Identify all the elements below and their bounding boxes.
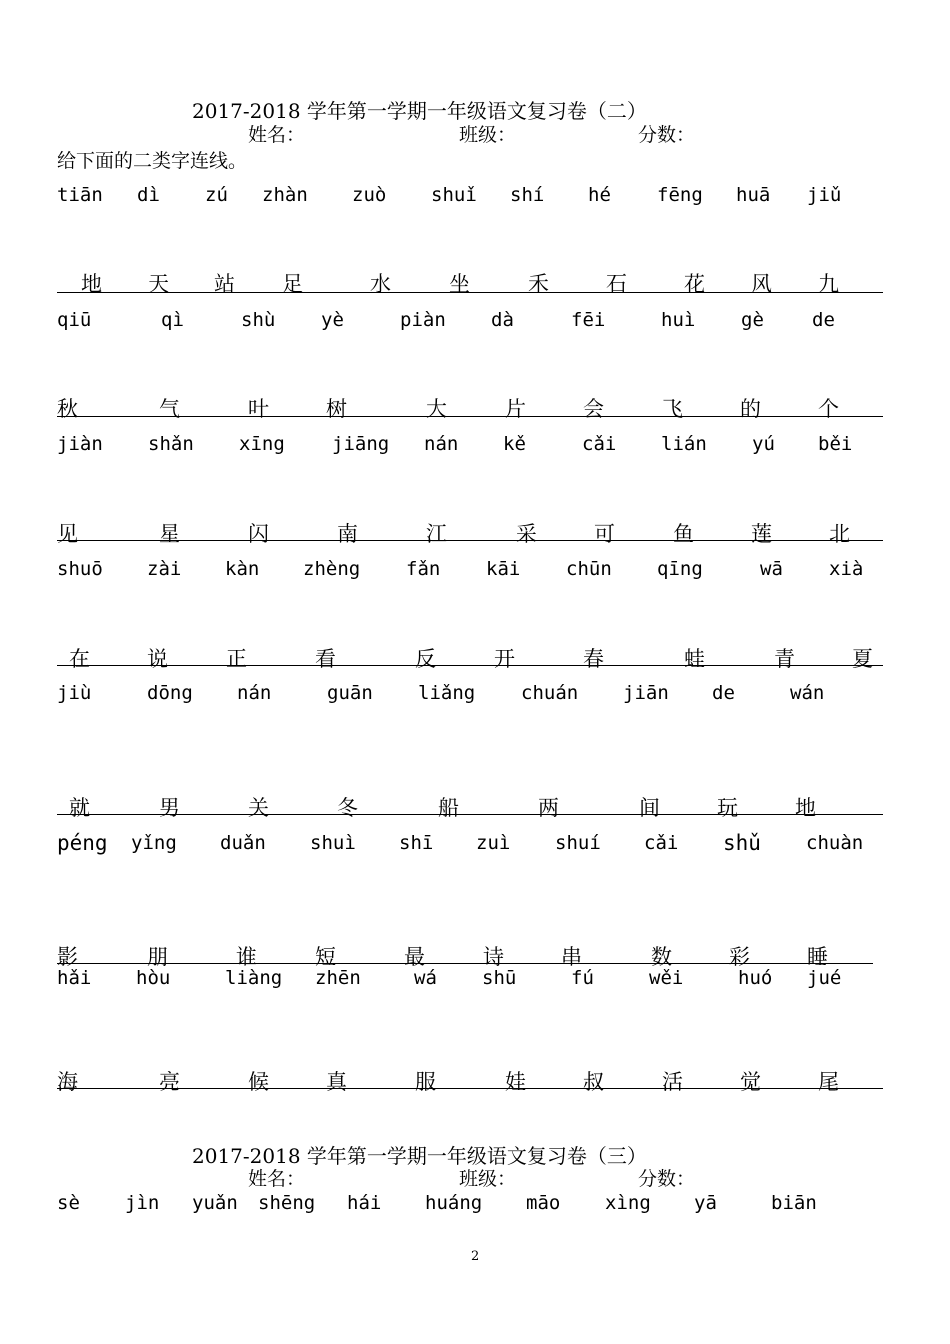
pinyin-item: shī xyxy=(399,832,434,854)
pinyin-item: liǎng xyxy=(418,682,476,704)
hanzi-item: 谁 xyxy=(236,945,257,969)
hanzi-item: 短 xyxy=(315,945,336,969)
pinyin-item: lián xyxy=(661,433,707,455)
pinyin-item: duǎn xyxy=(220,832,266,854)
pinyin-item: xīng xyxy=(239,433,285,455)
hanzi-item: 最 xyxy=(404,945,425,969)
hanzi-item: 彩 xyxy=(729,945,750,969)
pinyin-item: hái xyxy=(347,1192,382,1214)
pinyin-item: liàng xyxy=(225,967,283,989)
pinyin-item: cǎi xyxy=(644,832,679,854)
pinyin-item: hǎi xyxy=(57,967,92,989)
hanzi-item: 秋 xyxy=(57,397,78,421)
pinyin-item: shuǐ xyxy=(431,184,477,206)
hanzi-item: 觉 xyxy=(740,1070,761,1094)
hanzi-item: 两 xyxy=(538,796,559,820)
hanzi-item: 的 xyxy=(740,397,761,421)
pinyin-item: cǎi xyxy=(582,433,617,455)
hanzi-item: 男 xyxy=(159,796,180,820)
pinyin-item: jiān xyxy=(623,682,669,704)
hanzi-item: 在 xyxy=(69,647,90,671)
pinyin-item: de xyxy=(812,309,835,331)
answer-line xyxy=(57,292,883,293)
pinyin-item: fú xyxy=(571,967,594,989)
score-label: 分数： xyxy=(638,1168,696,1190)
pinyin-item: yǐng xyxy=(131,832,177,854)
answer-line xyxy=(57,540,883,541)
pinyin-item: jiāng xyxy=(332,433,390,455)
pinyin-item: jiǔ xyxy=(807,184,842,206)
pinyin-item: shù xyxy=(241,309,276,331)
pinyin-item: shēng xyxy=(258,1192,316,1214)
pinyin-item: huì xyxy=(661,309,696,331)
pinyin-item: shǔ xyxy=(723,831,761,855)
pinyin-item: kàn xyxy=(225,558,260,580)
hanzi-item: 间 xyxy=(639,796,660,820)
pinyin-item: de xyxy=(712,682,735,704)
pinyin-item: nán xyxy=(424,433,459,455)
answer-line xyxy=(57,665,883,666)
pinyin-item: māo xyxy=(526,1192,561,1214)
hanzi-item: 鱼 xyxy=(673,522,694,546)
pinyin-item: jìn xyxy=(125,1192,160,1214)
pinyin-item: zuì xyxy=(476,832,511,854)
hanzi-item: 尾 xyxy=(818,1070,839,1094)
hanzi-item: 站 xyxy=(214,272,235,296)
pinyin-item: chūn xyxy=(566,558,612,580)
hanzi-item: 大 xyxy=(426,397,447,421)
pinyin-item: fǎn xyxy=(406,558,441,580)
pinyin-item: wěi xyxy=(649,967,684,989)
pinyin-item: péng xyxy=(57,831,108,855)
pinyin-item: shuí xyxy=(555,832,601,854)
pinyin-item: dì xyxy=(137,184,160,206)
hanzi-item: 娃 xyxy=(505,1070,526,1094)
hanzi-item: 诗 xyxy=(483,945,504,969)
pinyin-item: dōng xyxy=(147,682,193,704)
pinyin-item: shū xyxy=(482,967,517,989)
hanzi-item: 看 xyxy=(315,647,336,671)
pinyin-item: yā xyxy=(694,1192,717,1214)
hanzi-item: 夏 xyxy=(852,647,873,671)
pinyin-item: zú xyxy=(205,184,228,206)
pinyin-item: yú xyxy=(752,433,775,455)
pinyin-item: zhèng xyxy=(303,558,361,580)
hanzi-item: 叔 xyxy=(583,1070,604,1094)
hanzi-item: 坐 xyxy=(449,272,470,296)
pinyin-item: qīng xyxy=(657,558,703,580)
hanzi-item: 会 xyxy=(583,397,604,421)
pinyin-item: qì xyxy=(161,309,184,331)
page-number: 2 xyxy=(471,1249,480,1264)
pinyin-item: yuǎn xyxy=(192,1192,238,1214)
hanzi-item: 南 xyxy=(337,522,358,546)
hanzi-item: 莲 xyxy=(751,522,772,546)
pinyin-item: yè xyxy=(321,309,344,331)
pinyin-item: wā xyxy=(760,558,783,580)
hanzi-item: 天 xyxy=(148,272,169,296)
pinyin-item: zhēn xyxy=(315,967,361,989)
answer-line xyxy=(57,814,883,815)
pinyin-item: huā xyxy=(736,184,771,206)
hanzi-item: 叶 xyxy=(248,397,269,421)
hanzi-item: 候 xyxy=(248,1070,269,1094)
answer-line xyxy=(57,1088,883,1089)
hanzi-item: 数 xyxy=(651,945,672,969)
pinyin-item: fēng xyxy=(657,184,703,206)
exam-title: 2017-2018 学年第一学期一年级语文复习卷（三） xyxy=(192,1144,647,1168)
instruction: 给下面的二类字连线。 xyxy=(57,150,248,172)
pinyin-item: dà xyxy=(491,309,514,331)
hanzi-item: 足 xyxy=(282,272,303,296)
hanzi-item: 说 xyxy=(147,647,168,671)
pinyin-item: gè xyxy=(741,309,764,331)
pinyin-item: piàn xyxy=(400,309,446,331)
hanzi-item: 石 xyxy=(606,272,627,296)
name-label: 姓名： xyxy=(248,1168,306,1190)
pinyin-item: qiū xyxy=(57,309,92,331)
hanzi-item: 地 xyxy=(795,796,816,820)
pinyin-item: biān xyxy=(771,1192,817,1214)
pinyin-item: wán xyxy=(790,682,825,704)
hanzi-item: 可 xyxy=(594,522,615,546)
pinyin-item: sè xyxy=(57,1192,80,1214)
pinyin-item: shǎn xyxy=(148,433,194,455)
name-label: 姓名： xyxy=(248,124,306,146)
pinyin-item: hòu xyxy=(136,967,171,989)
pinyin-item: shuì xyxy=(310,832,356,854)
pinyin-item: chuán xyxy=(521,682,579,704)
pinyin-item: shí xyxy=(510,184,545,206)
hanzi-item: 采 xyxy=(516,522,537,546)
pinyin-item: jiàn xyxy=(57,433,103,455)
hanzi-item: 气 xyxy=(159,397,180,421)
pinyin-item: kě xyxy=(503,433,526,455)
pinyin-item: jiù xyxy=(57,682,92,704)
pinyin-item: jué xyxy=(807,967,842,989)
pinyin-item: nán xyxy=(237,682,272,704)
hanzi-item: 就 xyxy=(69,796,90,820)
pinyin-item: kāi xyxy=(486,558,521,580)
hanzi-item: 九 xyxy=(818,272,839,296)
hanzi-item: 江 xyxy=(426,522,447,546)
hanzi-item: 影 xyxy=(57,945,78,969)
pinyin-item: shuō xyxy=(57,558,103,580)
hanzi-item: 真 xyxy=(326,1070,347,1094)
pinyin-item: zài xyxy=(147,558,182,580)
hanzi-item: 玩 xyxy=(717,796,738,820)
class-label: 班级： xyxy=(459,1168,517,1190)
hanzi-item: 正 xyxy=(226,647,247,671)
hanzi-item: 星 xyxy=(159,522,180,546)
hanzi-item: 睡 xyxy=(807,945,828,969)
pinyin-item: xìng xyxy=(605,1192,651,1214)
hanzi-item: 青 xyxy=(774,647,795,671)
hanzi-item: 服 xyxy=(415,1070,436,1094)
hanzi-item: 闪 xyxy=(248,522,269,546)
hanzi-item: 片 xyxy=(505,397,526,421)
hanzi-item: 船 xyxy=(438,796,459,820)
hanzi-item: 树 xyxy=(326,397,347,421)
pinyin-item: huáng xyxy=(425,1192,483,1214)
hanzi-item: 花 xyxy=(684,272,705,296)
pinyin-item: wá xyxy=(414,967,437,989)
pinyin-item: zhàn xyxy=(262,184,308,206)
hanzi-item: 见 xyxy=(57,522,78,546)
answer-line xyxy=(57,963,873,964)
class-label: 班级： xyxy=(459,124,517,146)
hanzi-item: 亮 xyxy=(159,1070,180,1094)
hanzi-item: 水 xyxy=(370,272,391,296)
pinyin-item: chuàn xyxy=(806,832,864,854)
pinyin-item: fēi xyxy=(571,309,606,331)
hanzi-item: 风 xyxy=(751,272,772,296)
answer-line xyxy=(57,416,883,417)
hanzi-item: 春 xyxy=(583,647,604,671)
hanzi-item: 关 xyxy=(248,796,269,820)
pinyin-item: guān xyxy=(327,682,373,704)
pinyin-item: běi xyxy=(818,433,853,455)
pinyin-item: hé xyxy=(588,184,611,206)
pinyin-item: huó xyxy=(738,967,773,989)
pinyin-item: tiān xyxy=(57,184,103,206)
hanzi-item: 海 xyxy=(57,1070,78,1094)
hanzi-item: 串 xyxy=(561,945,582,969)
hanzi-item: 活 xyxy=(662,1070,683,1094)
hanzi-item: 开 xyxy=(494,647,515,671)
hanzi-item: 地 xyxy=(81,272,102,296)
pinyin-item: xià xyxy=(829,558,864,580)
hanzi-item: 北 xyxy=(829,522,850,546)
score-label: 分数： xyxy=(638,124,696,146)
hanzi-item: 个 xyxy=(818,397,839,421)
hanzi-item: 朋 xyxy=(147,945,168,969)
hanzi-item: 蛙 xyxy=(684,647,705,671)
pinyin-item: zuò xyxy=(352,184,387,206)
hanzi-item: 禾 xyxy=(528,272,549,296)
hanzi-item: 冬 xyxy=(337,796,358,820)
hanzi-item: 反 xyxy=(415,647,436,671)
hanzi-item: 飞 xyxy=(662,397,683,421)
exam-title: 2017-2018 学年第一学期一年级语文复习卷（二） xyxy=(192,99,647,123)
